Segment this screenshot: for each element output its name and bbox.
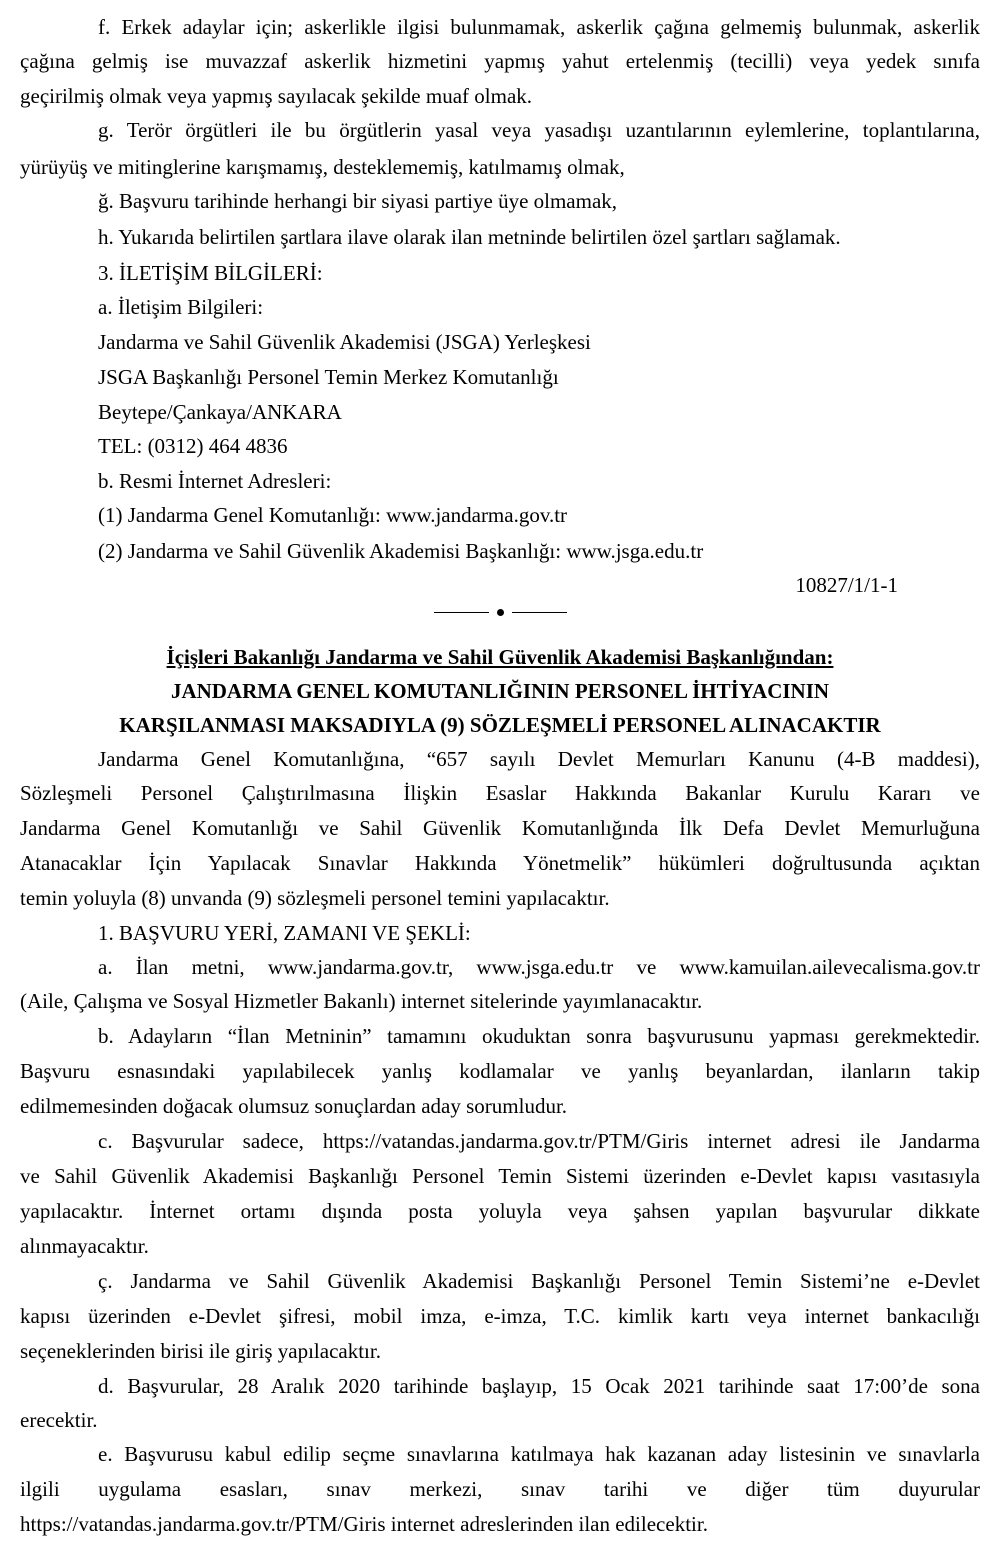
item-b-line: Başvuru esnasındaki yapılabilecek yanlış kodlamalar ve yanlış beyanlardan, ilanların takip bbox=[20, 1059, 980, 1083]
contact-sub-b: b. Resmi İnternet Adresleri: bbox=[98, 469, 332, 493]
intro-line: Atanacaklar İçin Yapılacak Sınavlar Hakkında Yönetmelik” hükümleri doğrultusunda açıktan bbox=[20, 851, 980, 875]
announcement-title-line1: JANDARMA GENEL KOMUTANLIĞININ PERSONEL İHTİYACININ bbox=[170, 679, 830, 703]
item-b-line: edilmemesinden doğacak olumsuz sonuçlardan aday sorumludur. bbox=[20, 1094, 568, 1118]
paragraph-f-line: f. Erkek adaylar için; askerlikle ilgisi bulunmamak, askerlik çağına gelmemiş bulunmak, askerlik bbox=[98, 15, 980, 39]
item-a-line: (Aile, Çalışma ve Sosyal Hizmetler Bakanlı) internet sitelerinde yayımlanacaktır. bbox=[20, 989, 703, 1013]
section-1-heading: 1. BAŞVURU YERİ, ZAMANI VE ŞEKLİ: bbox=[98, 921, 471, 945]
item-c-line: ve Sahil Güvenlik Akademisi Başkanlığı Personel Temin Sistemi üzerinden e-Devlet kapısı vasıtasıyla bbox=[20, 1164, 980, 1188]
paragraph-f-line: geçirilmiş olmak veya yapmış sayılacak şekilde muaf olmak. bbox=[20, 84, 533, 108]
item-cc-line: ç. Jandarma ve Sahil Güvenlik Akademisi Başkanlığı Personel Temin Sistemi’ne e-Devlet bbox=[98, 1269, 980, 1293]
item-d-line: erecektir. bbox=[20, 1408, 98, 1432]
section-separator bbox=[20, 598, 980, 632]
item-e-line: e. Başvurusu kabul edilip seçme sınavlarına katılmaya hak kazanan aday listesinin ve sınavlarla bbox=[98, 1442, 980, 1466]
separator-dot bbox=[497, 609, 504, 616]
paragraph-gbreve: ğ. Başvuru tarihinde herhangi bir siyasi partiye üye olmamak, bbox=[98, 189, 618, 213]
intro-line: Jandarma Genel Komutanlığı ve Sahil Güvenlik Komutanlığında İlk Defa Devlet Memurluğuna bbox=[20, 816, 980, 840]
item-c-line: c. Başvurular sadece, https://vatandas.jandarma.gov.tr/PTM/Giris internet adresi ile Jandarma bbox=[98, 1129, 980, 1153]
contact-phone: TEL: (0312) 464 4836 bbox=[98, 434, 288, 458]
separator-line bbox=[512, 612, 567, 613]
item-e-line: https://vatandas.jandarma.gov.tr/PTM/Giris internet adreslerinden ilan edilecektir. bbox=[20, 1512, 708, 1536]
item-e-line: ilgili uygulama esasları, sınav merkezi, sınav tarihi ve diğer tüm duyurular bbox=[20, 1477, 980, 1501]
intro-line: temin yoluyla (8) unvanda (9) sözleşmeli personel temini yapılacaktır. bbox=[20, 886, 610, 910]
paragraph-f-line: çağına gelmiş ise muvazzaf askerlik hizmetini yapmış yahut ertelenmiş (tecilli) veya yedek sınıfa bbox=[20, 49, 980, 73]
item-a-line: a. İlan metni, www.jandarma.gov.tr, www.jsga.edu.tr ve www.kamuilan.ailevecalisma.gov.tr bbox=[98, 955, 980, 979]
item-cc-line: seçeneklerinden birisi ile giriş yapılacaktır. bbox=[20, 1339, 381, 1363]
item-d-line: d. Başvurular, 28 Aralık 2020 tarihinde başlayıp, 15 Ocak 2021 tarihinde saat 17:00’de sona bbox=[98, 1374, 980, 1398]
item-c-line: alınmayacaktır. bbox=[20, 1234, 149, 1258]
item-c-line: yapılacaktır. İnternet ortamı dışında posta yoluyla veya şahsen yapılan başvurular dikkate bbox=[20, 1199, 980, 1223]
announcement-title-line2: KARŞILANMASI MAKSADIYLA (9) SÖZLEŞMELİ PERSONEL ALINACAKTIR bbox=[119, 713, 881, 737]
announcement-issuer: İçişleri Bakanlığı Jandarma ve Sahil Güvenlik Akademisi Başkanlığından: bbox=[166, 645, 834, 669]
contact-address-line2: JSGA Başkanlığı Personel Temin Merkez Komutanlığı bbox=[98, 365, 559, 389]
contact-sub-a: a. İletişim Bilgileri: bbox=[98, 295, 264, 319]
paragraph-g-line: g. Terör örgütleri ile bu örgütlerin yasal veya yasadışı uzantılarının eylemlerine, toplantılarına, bbox=[98, 118, 980, 142]
intro-line: Sözleşmeli Personel Çalıştırılmasına İlişkin Esaslar Hakkında Bakanlar Kurulu Kararı ve bbox=[20, 781, 980, 805]
separator-line bbox=[434, 612, 489, 613]
contact-heading: 3. İLETİŞİM BİLGİLERİ: bbox=[98, 261, 323, 285]
contact-website-2: (2) Jandarma ve Sahil Güvenlik Akademisi Başkanlığı: www.jsga.edu.tr bbox=[98, 539, 704, 563]
paragraph-g-line: yürüyüş ve mitinglerine karışmamış, desteklememiş, katılmamış olmak, bbox=[20, 155, 625, 179]
contact-address-line1: Jandarma ve Sahil Güvenlik Akademisi (JSGA) Yerleşkesi bbox=[98, 330, 591, 354]
item-b-line: b. Adayların “İlan Metninin” tamamını okuduktan sonra başvurusunu yapması gerekmektedir. bbox=[98, 1024, 980, 1048]
paragraph-h: h. Yukarıda belirtilen şartlara ilave olarak ilan metninde belirtilen özel şartları sağlamak. bbox=[98, 225, 841, 249]
contact-address-line3: Beytepe/Çankaya/ANKARA bbox=[98, 400, 342, 424]
reference-number: 10827/1/1-1 bbox=[795, 573, 898, 597]
contact-website-1: (1) Jandarma Genel Komutanlığı: www.jandarma.gov.tr bbox=[98, 503, 568, 527]
item-cc-line: kapısı üzerinden e-Devlet şifresi, mobil imza, e-imza, T.C. kimlik kartı veya internet bankacılığı bbox=[20, 1304, 980, 1328]
intro-line: Jandarma Genel Komutanlığına, “657 sayılı Devlet Memurları Kanunu (4-B maddesi), bbox=[98, 747, 980, 771]
